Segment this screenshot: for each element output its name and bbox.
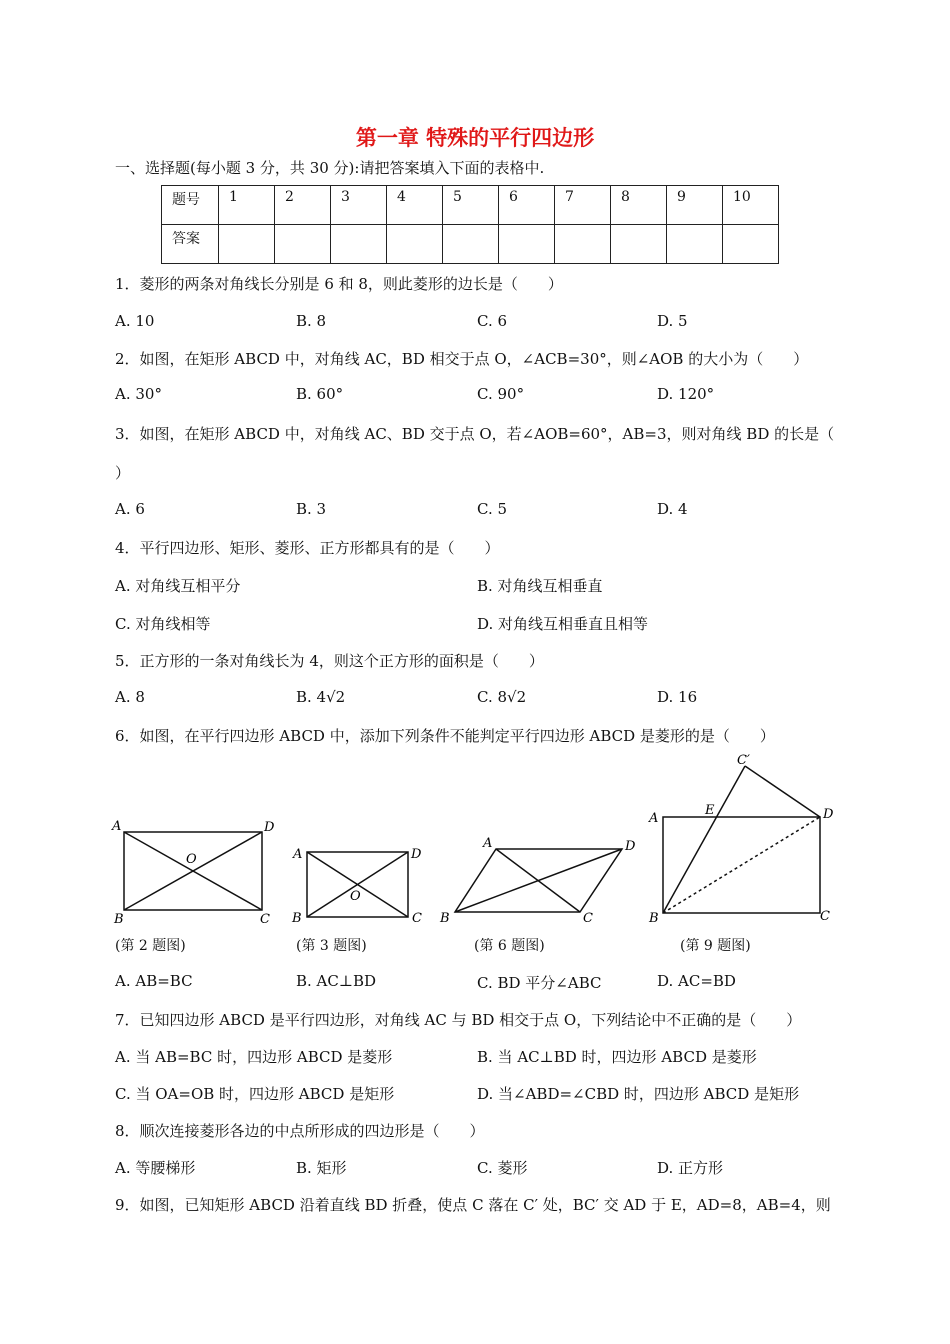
answer-cell[interactable] xyxy=(667,225,723,264)
diagonal-bd xyxy=(455,849,622,912)
caption-fig6: (第 6 题图) xyxy=(474,938,545,954)
label-e: E xyxy=(705,803,715,818)
label-c-prime: C′ xyxy=(737,753,750,768)
label-o: O xyxy=(186,852,197,867)
question-2: 2．如图，在矩形 ABCD 中，对角线 AC，BD 相交于点 O，∠ACB=30°，则∠AOB 的大小为（ ） xyxy=(115,350,809,368)
label-c: C xyxy=(412,911,422,926)
label-d: D xyxy=(625,839,636,854)
q8-option-a: A. 等腰梯形 xyxy=(115,1159,196,1177)
page-title: 第一章 特殊的平行四边形 xyxy=(355,126,595,150)
table-cell: 1 xyxy=(219,186,275,225)
label-d: D xyxy=(823,807,834,822)
question-1: 1．菱形的两条对角线长分别是 6 和 8，则此菱形的边长是（ ） xyxy=(115,275,563,293)
label-a: A xyxy=(293,847,303,862)
question-4: 4．平行四边形、矩形、菱形、正方形都具有的是（ ） xyxy=(115,539,500,557)
answer-cell[interactable] xyxy=(219,225,275,264)
q2-option-a: A. 30° xyxy=(115,385,162,403)
caption-fig3: (第 3 题图) xyxy=(296,938,367,954)
figure-2 xyxy=(108,815,278,925)
table-cell: 2 xyxy=(275,186,331,225)
q1-option-b: B. 8 xyxy=(296,312,327,330)
question-3: 3．如图，在矩形 ABCD 中，对角线 AC、BD 交于点 O，若∠AOB=60°，AB=3，则对角线 BD 的长是（ xyxy=(115,425,835,443)
question-3-cont: ） xyxy=(115,464,131,482)
q7-option-d: D. 当∠ABD=∠CBD 时，四边形 ABCD 是矩形 xyxy=(477,1085,800,1103)
table-cell: 4 xyxy=(387,186,443,225)
label-b: B xyxy=(114,912,124,925)
label-d: D xyxy=(264,820,275,835)
answer-cell[interactable] xyxy=(555,225,611,264)
caption-fig2: (第 2 题图) xyxy=(115,938,186,954)
q7-option-a: A. 当 AB=BC 时，四边形 ABCD 是菱形 xyxy=(115,1048,393,1066)
label-o: O xyxy=(350,889,361,904)
fold-line-bd xyxy=(663,817,820,913)
q6-option-b: B. AC⊥BD xyxy=(296,972,377,990)
table-cell: 题号 xyxy=(162,186,219,225)
label-c: C xyxy=(583,911,593,926)
q5-option-c: C. 8√2 xyxy=(477,688,527,706)
segment-bc-prime xyxy=(663,766,745,913)
q4-option-c: C. 对角线相等 xyxy=(115,615,211,633)
label-b: B xyxy=(292,911,302,926)
label-a: A xyxy=(483,836,493,851)
q7-option-b: B. 当 AC⊥BD 时，四边形 ABCD 是菱形 xyxy=(477,1048,757,1066)
q6-option-d: D. AC=BD xyxy=(657,972,736,990)
q8-option-d: D. 正方形 xyxy=(657,1159,724,1177)
answer-table xyxy=(161,185,779,264)
table-cell: 10 xyxy=(723,186,779,225)
q5-option-a: A. 8 xyxy=(115,688,145,706)
label-c: C xyxy=(820,909,830,924)
q5-option-b: B. 4√2 xyxy=(296,688,346,706)
answer-cell[interactable] xyxy=(331,225,387,264)
q6-option-a: A. AB=BC xyxy=(115,972,193,990)
answer-cell[interactable] xyxy=(443,225,499,264)
q8-option-b: B. 矩形 xyxy=(296,1159,347,1177)
table-cell: 5 xyxy=(443,186,499,225)
label-a: A xyxy=(649,811,659,826)
answer-cell[interactable] xyxy=(611,225,667,264)
figure-3 xyxy=(288,840,428,930)
label-a: A xyxy=(112,819,122,834)
q1-option-a: A. 10 xyxy=(115,312,155,330)
question-7: 7．已知四边形 ABCD 是平行四边形，对角线 AC 与 BD 相交于点 O，下列结论中不正确的是（ ） xyxy=(115,1011,802,1029)
q3-option-c: C. 5 xyxy=(477,500,508,518)
q2-option-d: D. 120° xyxy=(657,385,715,403)
question-9: 9．如图，已知矩形 ABCD 沿着直线 BD 折叠，使点 C 落在 C′ 处，BC′ 交 AD 于 E，AD=8，AB=4，则 xyxy=(115,1196,831,1214)
table-cell: 3 xyxy=(331,186,387,225)
q6-option-c: C. BD 平分∠ABC xyxy=(477,974,602,992)
table-row xyxy=(162,186,779,225)
answer-cell[interactable] xyxy=(275,225,331,264)
figure-6 xyxy=(435,830,645,930)
question-8: 8．顺次连接菱形各边的中点所形成的四边形是（ ） xyxy=(115,1122,485,1140)
table-cell: 9 xyxy=(667,186,723,225)
question-6: 6．如图，在平行四边形 ABCD 中，添加下列条件不能判定平行四边形 ABCD 是菱形的是（ ） xyxy=(115,727,775,745)
label-d: D xyxy=(411,847,422,862)
q3-option-b: B. 3 xyxy=(296,500,327,518)
answer-cell[interactable] xyxy=(723,225,779,264)
q2-option-c: C. 90° xyxy=(477,385,525,403)
label-b: B xyxy=(649,911,659,926)
table-cell: 7 xyxy=(555,186,611,225)
caption-fig9: (第 9 题图) xyxy=(680,938,751,954)
table-cell: 答案 xyxy=(162,225,219,264)
q1-option-c: C. 6 xyxy=(477,312,508,330)
q7-option-c: C. 当 OA=OB 时，四边形 ABCD 是矩形 xyxy=(115,1085,395,1103)
segment-c-prime-d xyxy=(745,766,820,817)
answer-cell[interactable] xyxy=(387,225,443,264)
q4-option-d: D. 对角线互相垂直且相等 xyxy=(477,615,649,633)
q8-option-c: C. 菱形 xyxy=(477,1159,528,1177)
section-heading: 一、选择题(每小题 3 分，共 30 分):请把答案填入下面的表格中. xyxy=(115,159,545,177)
q3-option-a: A. 6 xyxy=(115,500,145,518)
table-cell: 8 xyxy=(611,186,667,225)
question-5: 5．正方形的一条对角线长为 4，则这个正方形的面积是（ ） xyxy=(115,652,544,670)
label-c: C xyxy=(260,912,270,925)
label-b: B xyxy=(440,911,450,926)
q5-option-d: D. 16 xyxy=(657,688,698,706)
figure-9 xyxy=(645,752,840,927)
q3-option-d: D. 4 xyxy=(657,500,688,518)
q4-option-a: A. 对角线互相平分 xyxy=(115,577,241,595)
q1-option-d: D. 5 xyxy=(657,312,688,330)
table-row xyxy=(162,225,779,264)
table-cell: 6 xyxy=(499,186,555,225)
q4-option-b: B. 对角线互相垂直 xyxy=(477,577,603,595)
q2-option-b: B. 60° xyxy=(296,385,344,403)
answer-cell[interactable] xyxy=(499,225,555,264)
